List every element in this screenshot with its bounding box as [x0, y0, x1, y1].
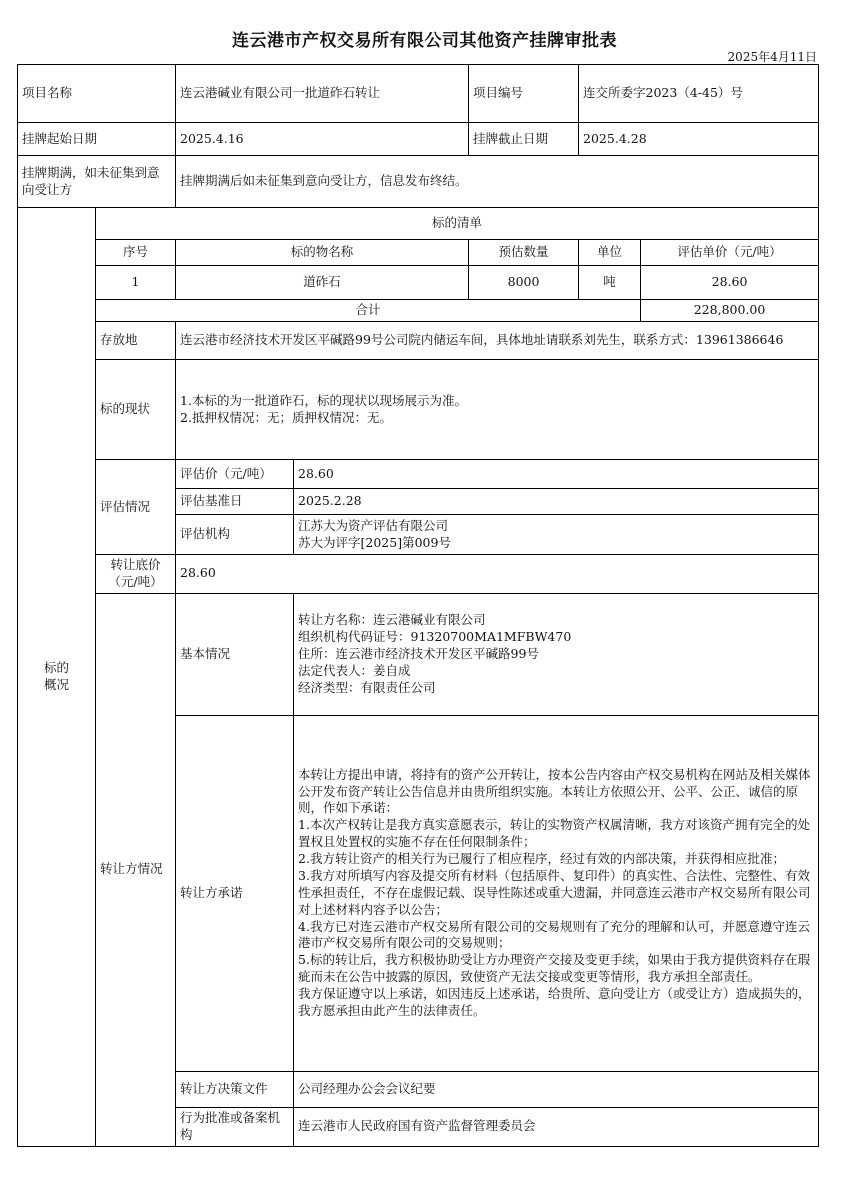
start-date-value: 2025.4.16 [176, 123, 469, 156]
decision-value: 公司经理办公会会议纪要 [294, 1071, 819, 1107]
row-storage [18, 322, 819, 360]
basic-info-label: 基本情况 [176, 593, 294, 715]
col-header-name: 标的物名称 [176, 240, 469, 266]
total-label: 合计 [96, 300, 641, 322]
end-date-label: 挂牌截止日期 [469, 123, 579, 156]
eval-org-label: 评估机构 [176, 515, 294, 555]
transferor-label: 转让方情况 [96, 593, 176, 1146]
item-quantity: 8000 [469, 266, 579, 300]
total-value: 228,800.00 [641, 300, 819, 322]
item-unit: 吨 [579, 266, 641, 300]
col-header-quantity: 预估数量 [469, 240, 579, 266]
decision-label: 转让方决策文件 [176, 1071, 294, 1107]
col-header-unit: 单位 [579, 240, 641, 266]
form-title: 连云港市产权交易所有限公司其他资产挂牌审批表 [232, 31, 617, 51]
eval-price-value: 28.60 [294, 460, 819, 489]
storage-value: 连云港市经济技术开发区平碱路99号公司院内储运车间，具体地址请联系刘先生，联系方式：13961386646 [176, 322, 819, 360]
storage-label: 存放地 [96, 322, 176, 360]
project-name-label: 项目名称 [18, 65, 176, 123]
table-row [18, 266, 819, 300]
approval-label: 行为批准或备案机构 [176, 1107, 294, 1146]
row-total [18, 300, 819, 322]
basic-info-value: 转让方名称：连云港碱业有限公司 组织机构代码证号：91320700MA1MFBW470 住所：连云港市经济技术开发区平碱路99号 法定代表人：姜自成 经济类型：有限责任公司 [294, 593, 819, 715]
row-expiry [18, 156, 819, 208]
eval-date-value: 2025.2.28 [294, 489, 819, 515]
start-date-label: 挂牌起始日期 [18, 123, 176, 156]
item-index: 1 [96, 266, 176, 300]
col-header-price: 评估单价（元/吨） [641, 240, 819, 266]
expiry-value: 挂牌期满后如未征集到意向受让方，信息发布终结。 [176, 156, 819, 208]
eval-date-label: 评估基准日 [176, 489, 294, 515]
row-eval-price [18, 460, 819, 489]
project-name-value: 连云港碱业有限公司一批道砟石转让 [176, 65, 469, 123]
overview-label: 标的 概况 [18, 208, 96, 1147]
row-dates [18, 123, 819, 156]
status-value: 1.本标的为一批道砟石，标的现状以现场展示为准。 2.抵押权情况：无；质押权情况：无。 [176, 360, 819, 460]
col-header-index: 序号 [96, 240, 176, 266]
form-date: 2025年4月11日 [727, 50, 817, 64]
list-title: 标的清单 [96, 208, 819, 240]
row-list-header [18, 240, 819, 266]
approval-value: 连云港市人民政府国有资产监督管理委员会 [294, 1107, 819, 1146]
eval-price-label: 评估价（元/吨） [176, 460, 294, 489]
row-list-title [18, 208, 819, 240]
end-date-value: 2025.4.28 [579, 123, 819, 156]
row-project [18, 65, 819, 123]
status-label: 标的现状 [96, 360, 176, 460]
project-no-label: 项目编号 [469, 65, 579, 123]
project-no-value: 连交所委字2023（4-45）号 [579, 65, 819, 123]
reserve-price-label: 转让底价（元/吨） [96, 555, 176, 594]
eval-org-value: 江苏大为资产评估有限公司 苏大为评字[2025]第009号 [294, 515, 819, 555]
promise-value: 本转让方提出申请，将持有的资产公开转让，按本公告内容由产权交易机构在网站及相关媒体公开发布资产转让公告信息并由贵所组织实施。本转让方依照公开、公平、公正、诚信的原则，作如下承诺： 1.本次产权转让是我方真实意愿表示，转让的实物资产权属清晰，我方对该资产拥有完全的处置权且处置权的实施不存在任何限制条件； 2.我方转让资产的相关行为已履行了相应程序，经过有效的内部决策，并获得相应批准； 3.我方对所填写内容及提交所有材料（包括原件、复印件）的真实性、合法性、完整性、有效性承担责任，不存在虚假记载、误导性陈述或重大遗漏，并同意连云港市产权交易所有限公司对上述材料内容予以公告； 4.我方已对连云港市产权交易所有限公司的交易规则有了充分的理解和认可，并愿意遵守连云港市产权交易所有限公司的交易规则； 5.标的转让后，我方积极协助受让方办理资产交接及变更手续，如果由于我方提供资料存在瑕疵而未在公告中披露的原因，致使资产无法交接或变更等情形，我方承担全部责任。 我方保证遵守以上承诺，如因违反上述承诺，给贵所、意向受让方（或受让方）造成损失的，我方愿承担由此产生的法律责任。 [294, 715, 819, 1071]
expiry-label: 挂牌期满，如未征集到意向受让方 [18, 156, 176, 208]
item-name: 道砟石 [176, 266, 469, 300]
row-reserve [18, 555, 819, 594]
item-price: 28.60 [641, 266, 819, 300]
row-status [18, 360, 819, 460]
row-basic [18, 593, 819, 715]
approval-table [17, 64, 819, 1147]
promise-label: 转让方承诺 [176, 715, 294, 1071]
reserve-price-value: 28.60 [176, 555, 819, 594]
eval-label: 评估情况 [96, 460, 176, 555]
